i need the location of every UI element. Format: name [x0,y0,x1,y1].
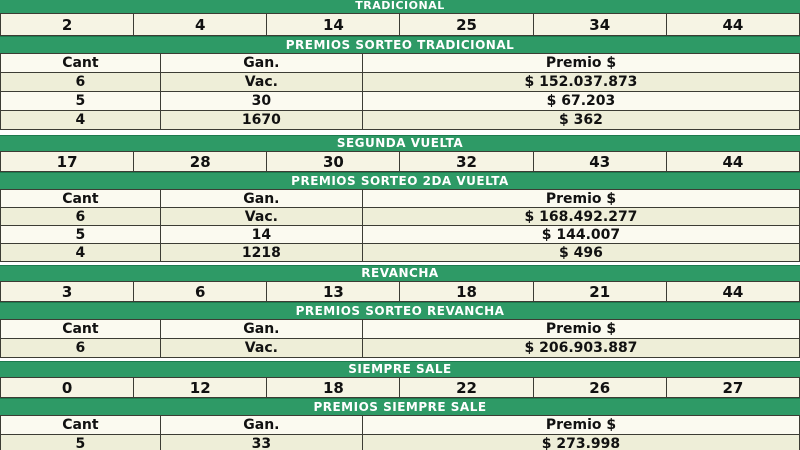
prize-table-row [1,92,800,111]
lottery-number: 27 [666,378,799,398]
cant-cell: 4 [1,244,161,262]
lottery-number: 34 [533,14,666,36]
section-siempre-sale [0,361,800,450]
lottery-number: 32 [400,152,533,172]
cant-cell: 6 [1,339,161,358]
column-header-gan: Gan. [160,416,362,435]
lottery-number: 14 [267,14,400,36]
lottery-number: 44 [666,14,799,36]
column-header-premio: Premio $ [362,416,799,435]
section-segunda-vuelta [0,135,800,262]
gan-cell: 30 [160,92,362,111]
cant-cell: 6 [1,208,161,226]
lottery-number: 44 [666,152,799,172]
prize-table [0,53,800,130]
premio-cell: $ 206.903.887 [362,339,799,358]
premios-title-bar: PREMIOS SORTEO REVANCHA [0,302,800,319]
premio-cell: $ 67.203 [362,92,799,111]
lottery-number: 22 [400,378,533,398]
winning-numbers-row [0,281,800,302]
lottery-number: 12 [134,378,267,398]
premio-cell: $ 362 [362,111,799,130]
prize-table-header-row [1,320,800,339]
lottery-number: 44 [666,282,799,302]
premio-cell: $ 168.492.277 [362,208,799,226]
lottery-number: 2 [1,14,134,36]
prize-table [0,319,800,358]
lottery-number: 18 [267,378,400,398]
column-header-cant: Cant [1,320,161,339]
lottery-number: 43 [533,152,666,172]
lottery-number: 4 [134,14,267,36]
premio-cell: $ 496 [362,244,799,262]
column-header-premio: Premio $ [362,190,799,208]
column-header-cant: Cant [1,190,161,208]
prize-table-row [1,339,800,358]
lottery-number: 25 [400,14,533,36]
lottery-number: 6 [134,282,267,302]
prize-table-header-row [1,54,800,73]
column-header-cant: Cant [1,416,161,435]
section-tradicional [0,0,800,130]
prize-table-row [1,208,800,226]
gan-cell: 1218 [160,244,362,262]
section-title-bar: REVANCHA [0,265,800,281]
winning-numbers-row [0,151,800,172]
lottery-number: 30 [267,152,400,172]
gan-cell: Vac. [160,339,362,358]
premios-title-bar: PREMIOS SORTEO TRADICIONAL [0,36,800,53]
section-title-bar: SIEMPRE SALE [0,361,800,377]
lottery-number: 17 [1,152,134,172]
prize-table [0,415,800,450]
prize-table-header-row [1,190,800,208]
column-header-cant: Cant [1,54,161,73]
cant-cell: 5 [1,435,161,450]
lottery-number: 0 [1,378,134,398]
prize-table-row [1,73,800,92]
lottery-number: 3 [1,282,134,302]
prize-table-row [1,226,800,244]
winning-numbers-row [0,377,800,398]
lottery-number: 18 [400,282,533,302]
column-header-premio: Premio $ [362,320,799,339]
section-title-bar: TRADICIONAL [0,0,800,13]
cant-cell: 5 [1,92,161,111]
gan-cell: Vac. [160,208,362,226]
lottery-number: 26 [533,378,666,398]
prize-table-row [1,244,800,262]
gan-cell: 1670 [160,111,362,130]
premio-cell: $ 144.007 [362,226,799,244]
column-header-gan: Gan. [160,54,362,73]
column-header-gan: Gan. [160,320,362,339]
premio-cell: $ 273.998 [362,435,799,450]
premios-title-bar: PREMIOS SIEMPRE SALE [0,398,800,415]
prize-table-header-row [1,416,800,435]
lottery-number: 28 [134,152,267,172]
prize-table-row [1,111,800,130]
premios-title-bar: PREMIOS SORTEO 2DA VUELTA [0,172,800,189]
cant-cell: 5 [1,226,161,244]
winning-numbers-row [0,13,800,36]
lottery-number: 21 [533,282,666,302]
prize-table-row [1,435,800,450]
prize-table [0,189,800,262]
column-header-premio: Premio $ [362,54,799,73]
column-header-gan: Gan. [160,190,362,208]
premio-cell: $ 152.037.873 [362,73,799,92]
cant-cell: 4 [1,111,161,130]
gan-cell: 14 [160,226,362,244]
lottery-number: 13 [267,282,400,302]
section-title-bar: SEGUNDA VUELTA [0,135,800,151]
cant-cell: 6 [1,73,161,92]
gan-cell: 33 [160,435,362,450]
section-revancha [0,265,800,358]
gan-cell: Vac. [160,73,362,92]
